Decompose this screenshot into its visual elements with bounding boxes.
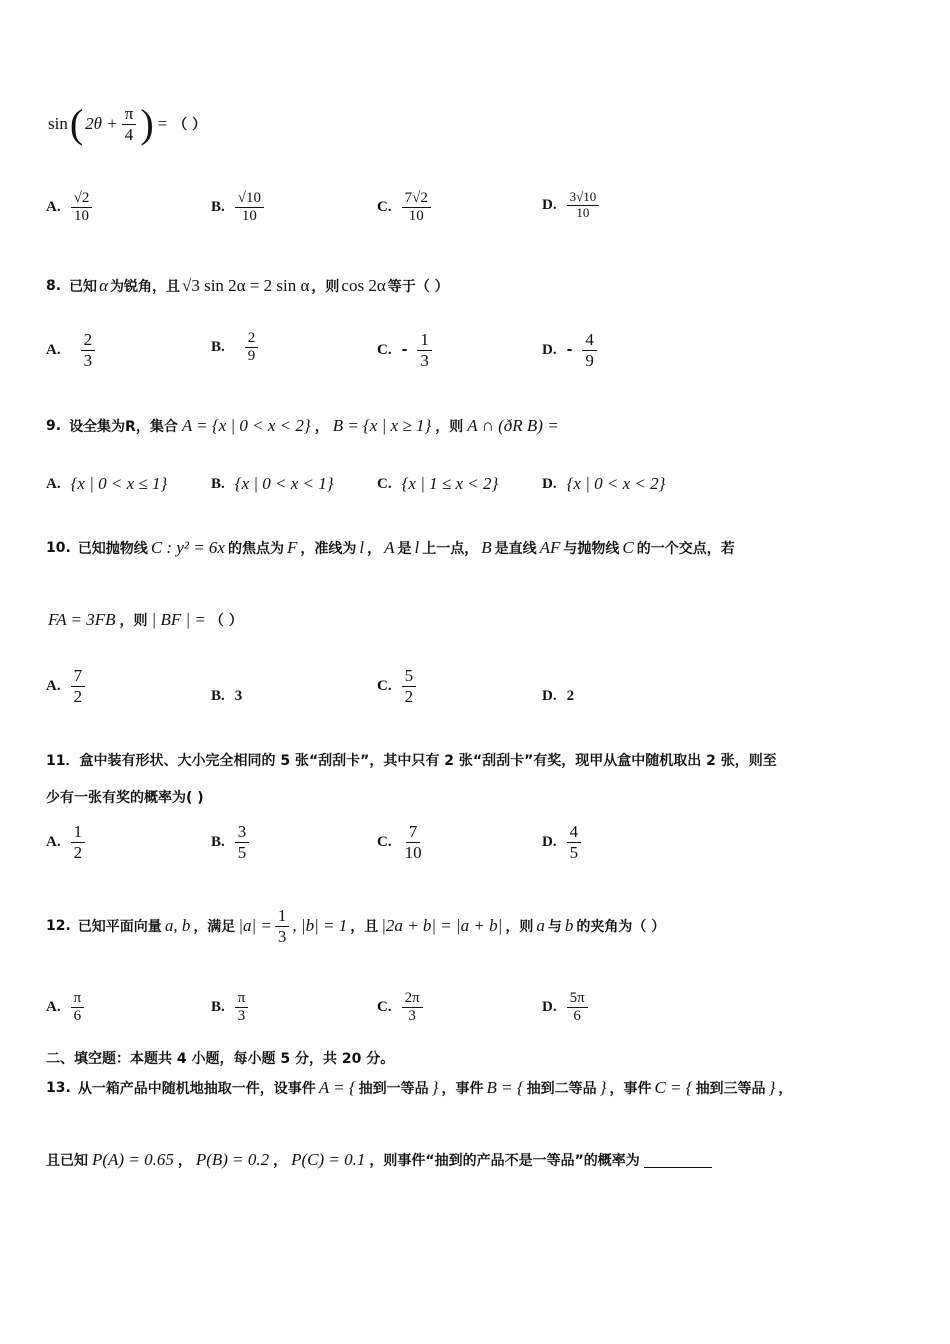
- q9-option-b[interactable]: B. {x | 0 < x < 1}: [211, 474, 334, 493]
- q7-option-c[interactable]: C. $\frac{7√2}{10}$: [377, 190, 431, 226]
- q9-option-a[interactable]: A. {x | 0 < x ≤ 1}: [46, 474, 168, 493]
- q7-equals: =: [157, 114, 168, 134]
- q7-option-d[interactable]: D. $\frac{3√10}{10}$: [542, 190, 599, 221]
- q10-option-a[interactable]: A. $\frac{7}{2}$: [46, 666, 85, 706]
- q13-answer-blank[interactable]: [644, 1153, 712, 1168]
- q9-option-c[interactable]: C. {x | 1 ≤ x < 2}: [377, 474, 499, 493]
- q7-paren-blank: （ ）: [173, 117, 207, 134]
- q10-option-d[interactable]: D. 2: [542, 688, 575, 704]
- q11-stem-line1: 11．盒中装有形状、大小完全相同的 5 张“刮刮卡”，其中只有 2 张“刮刮卡”有奖，现甲从盒中随机取出 2 张，则至: [46, 753, 777, 769]
- q11-option-d[interactable]: D. $\frac{4}{5}$: [542, 822, 581, 862]
- q12-option-c[interactable]: C. $\frac{2\pi}{3}$: [377, 990, 423, 1026]
- q8-option-b[interactable]: B. $\frac{2}{9}$: [211, 330, 258, 366]
- q12-option-d[interactable]: D. $\frac{5\pi}{6}$: [542, 990, 588, 1026]
- q7-pi-over-4: $\frac{\pi}{4}$: [122, 104, 137, 144]
- q7-stem: [48, 101, 207, 147]
- q13-stem-line2: 且已知 P(A) = 0.65 ， P(B) = 0.2 ， P(C) = 0.1 ，则事件“抽到的产品不是一等品”的概率为: [46, 1150, 712, 1170]
- q7-inner: 2θ +: [85, 114, 118, 134]
- section-2-heading: 二、填空题：本题共 4 小题，每小题 5 分，共 20 分。: [46, 1051, 395, 1067]
- q8-option-a[interactable]: A. $\frac{2}{3}$: [46, 330, 95, 370]
- q9-option-d[interactable]: D. {x | 0 < x < 2}: [542, 474, 666, 493]
- q8-option-d[interactable]: D. - $\frac{4}{9}$: [542, 330, 597, 370]
- q13-stem-line1: 13. 从一箱产品中随机地抽取一件，设事件 A = { 抽到一等品 } ，事件 B = { 抽到二等品 } ，事件 C = { 抽到三等品 } ，: [46, 1078, 793, 1097]
- q7-option-b[interactable]: B. $\frac{√10}{10}$: [211, 190, 264, 226]
- q9-stem: 9. 设全集为R，集合 A = {x | 0 < x < 2} ， B = {x | x ≥ 1} ，则 A ∩ (ðR B) =: [46, 416, 559, 435]
- q7-right-paren: ): [140, 101, 154, 147]
- q10-stem-line1: 10. 已知抛物线 C : y² = 6x 的焦点为 F ，准线为 l ， A 是 l 上一点， B 是直线 AF 与抛物线 C 的一个交点，若: [46, 538, 735, 557]
- q10-option-c[interactable]: C. $\frac{5}{2}$: [377, 666, 416, 706]
- q10-stem-line2: FA = 3FB ，则 | BF | = （ ）: [48, 610, 243, 629]
- q7-sin: sin: [48, 114, 68, 134]
- q11-option-a[interactable]: A. $\frac{1}{2}$: [46, 822, 85, 862]
- q12-stem: 12. 已知平面向量 a, b ，满足 |a| = $\frac{1}{3}$ , |b| = 1 ，且 |2a + b| = |a + b| ，则 a 与 b 的夹角为（ ）: [46, 906, 666, 946]
- q8-option-c[interactable]: C. - $\frac{1}{3}$: [377, 330, 432, 370]
- q11-option-c[interactable]: C. $\frac{7}{10}$: [377, 822, 422, 862]
- q12-option-a[interactable]: A. $\frac{\pi}{6}$: [46, 990, 84, 1026]
- q11-stem-line2: 少有一张有奖的概率为( ): [46, 790, 204, 806]
- q7-option-a[interactable]: A. $\frac{√2}{10}$: [46, 190, 92, 226]
- q8-stem: 8. 已知 α 为锐角，且 √3 sin 2α = 2 sin α ，则 cos 2α 等于（ ）: [46, 276, 449, 295]
- q12-option-b[interactable]: B. $\frac{\pi}{3}$: [211, 990, 248, 1026]
- q11-option-b[interactable]: B. $\frac{3}{5}$: [211, 822, 249, 862]
- q10-option-b[interactable]: B. 3: [211, 688, 243, 704]
- q7-left-paren: (: [69, 101, 84, 147]
